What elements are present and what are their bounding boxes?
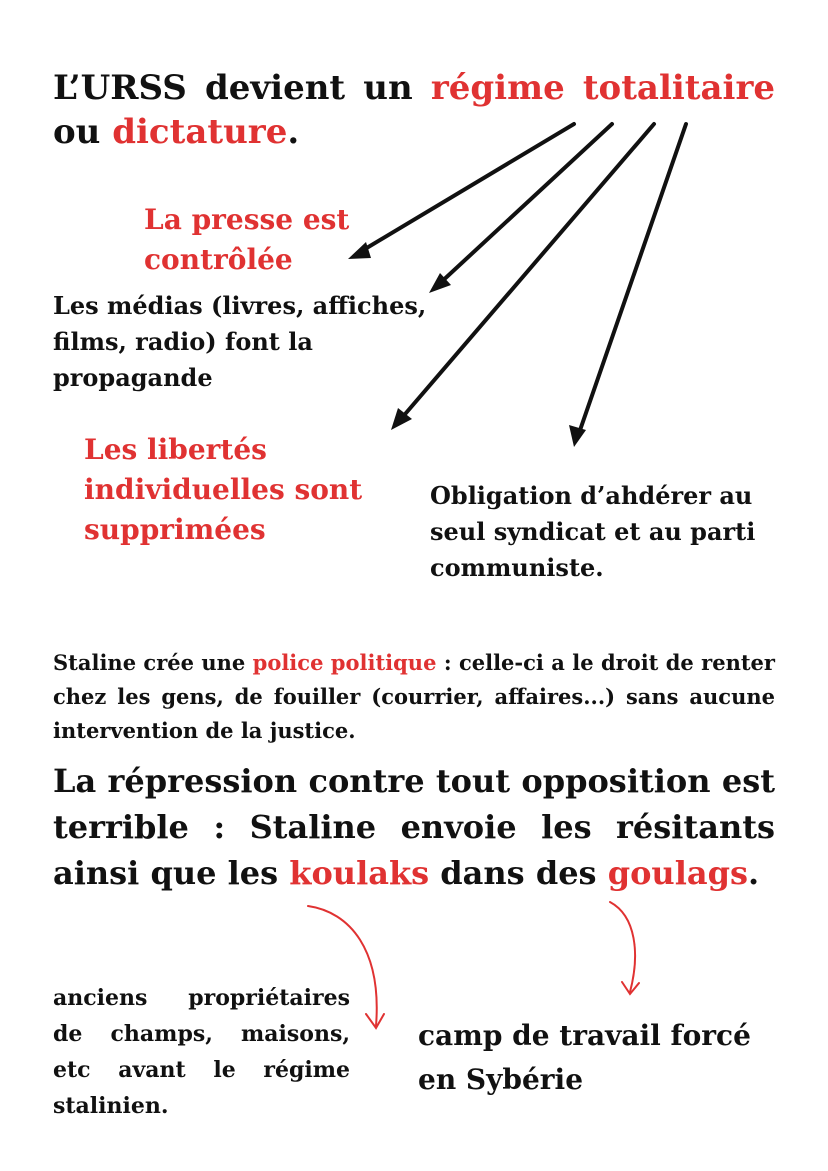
repression-end: . xyxy=(747,854,760,892)
point-medias-line-3: propagande xyxy=(53,363,213,392)
title-text-2: ou xyxy=(53,112,113,152)
police-highlight: police politique xyxy=(252,650,437,675)
title-end: . xyxy=(287,112,300,152)
repression-text-before: La répression contre tout opposition est terrible : Staline envoie les résitants ainsi que les xyxy=(53,762,775,892)
definition-koulaks: anciens propriétaires de champs, maisons, etc avant le régime stalinien. xyxy=(53,985,350,1119)
repression-text-middle: dans des xyxy=(429,854,608,892)
point-libertes-line-2: individuelles sont xyxy=(84,473,363,506)
point-medias-line-2: films, radio) font la xyxy=(53,327,313,356)
point-presse-line-1: La presse est xyxy=(144,203,350,236)
police-paragraph xyxy=(53,646,775,748)
arrow-obligation xyxy=(578,124,686,436)
red-curve-arrow-koulaks-head xyxy=(366,1014,384,1028)
point-presse-line-2: contrôlée xyxy=(144,243,293,276)
point-obligation-line-2: seul syndicat et au parti xyxy=(430,517,756,546)
title-highlight-regime: régime totalitaire xyxy=(430,68,775,108)
point-presse xyxy=(144,200,349,280)
title-text-1: L’URSS devient un xyxy=(53,68,431,108)
point-libertes-line-1: Les libertés xyxy=(84,433,267,466)
title-highlight-dictature: dictature xyxy=(112,112,288,152)
repression-goulags: goulags xyxy=(607,854,748,892)
arrow-libertes xyxy=(400,124,654,420)
point-obligation-line-1: Obligation d’ahdérer au xyxy=(430,481,753,510)
definition-goulags xyxy=(418,1014,751,1102)
point-libertes xyxy=(84,430,362,550)
arrow-obligation-head xyxy=(569,425,586,447)
definition-goulags-line-2: en Sybérie xyxy=(418,1063,584,1096)
point-obligation-line-3: communiste. xyxy=(430,553,604,582)
point-medias-line-1: Les médias (livres, affiches, xyxy=(53,291,427,320)
red-curve-arrow-goulags xyxy=(610,902,635,992)
arrow-presse-head xyxy=(348,242,371,259)
definition-goulags-line-1: camp de travail forcé xyxy=(418,1019,751,1052)
point-medias xyxy=(53,288,426,396)
point-libertes-line-3: supprimées xyxy=(84,513,266,546)
repression-paragraph xyxy=(53,758,775,896)
police-text-before: Staline crée une xyxy=(53,650,253,675)
point-obligation xyxy=(430,478,755,586)
repression-koulaks: koulaks xyxy=(289,854,430,892)
police-text-after: : celle-ci a le droit de renter chez les gens, de fouiller (courrier, affaires...) sans aucune intervention de la justice. xyxy=(53,650,775,743)
